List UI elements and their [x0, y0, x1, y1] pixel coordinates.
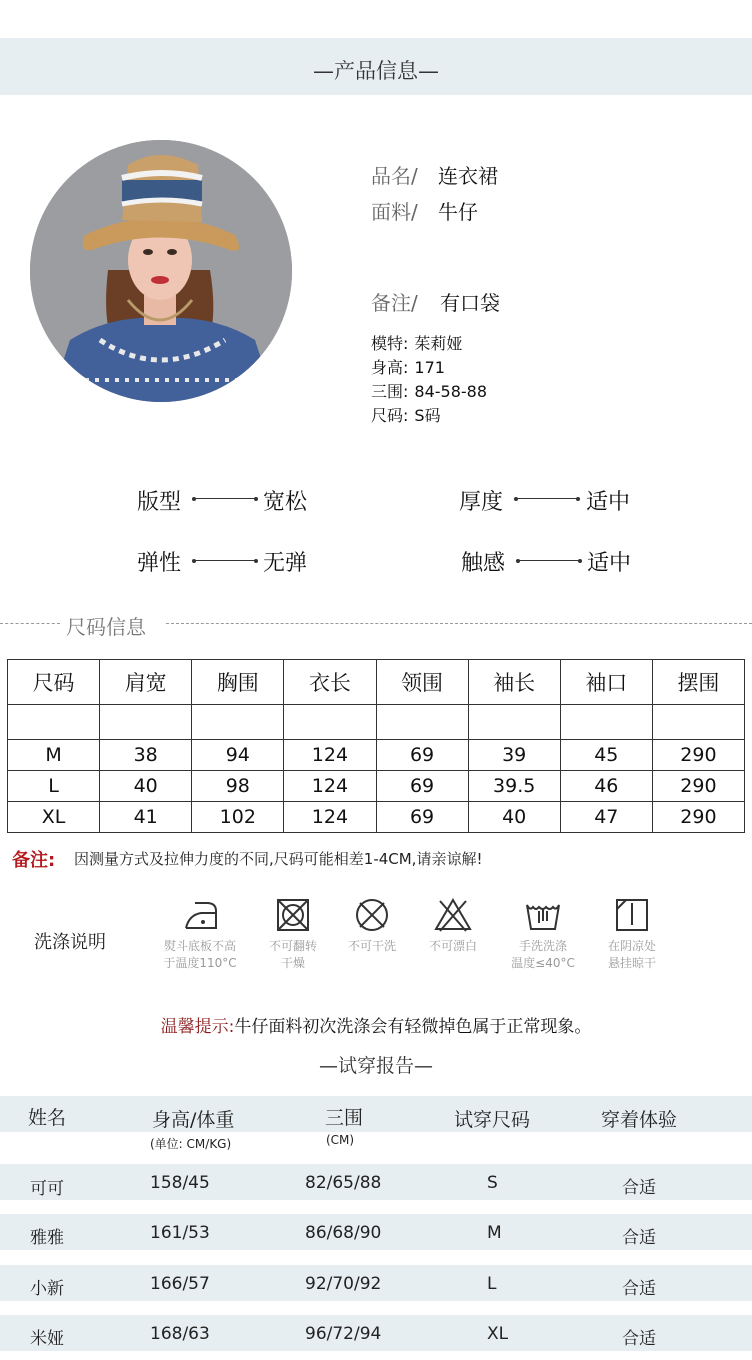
thickness-label: 厚度	[459, 490, 504, 515]
name-value: 连衣裙	[438, 164, 498, 188]
trial-header-name: 姓名	[28, 1107, 67, 1129]
note-value: 有口袋	[440, 291, 500, 315]
thickness-value: 适中	[586, 490, 631, 515]
size-cell: 94	[192, 740, 284, 771]
size-cell: 40	[468, 802, 560, 833]
trial-section-title: —试穿报告—	[318, 1055, 433, 1077]
fit-value: 宽松	[263, 490, 308, 515]
name-label: 品名/	[371, 164, 418, 188]
size-cell: 46	[560, 771, 652, 802]
size-header: 尺码	[8, 660, 100, 705]
size-header: 肩宽	[100, 660, 192, 705]
size-cell: 98	[192, 771, 284, 802]
trial-cell: 96/72/94	[305, 1324, 382, 1344]
connector-line	[194, 498, 256, 499]
size-cell: M	[8, 740, 100, 771]
table-row	[8, 771, 745, 802]
care-bleach-text: 不可漂白	[428, 939, 477, 953]
product-section-title: —产品信息—	[313, 59, 439, 83]
connector-dot	[254, 559, 258, 563]
care-handwash-text: 手洗洗涤 温度≤40°C	[511, 939, 575, 970]
size-table	[7, 659, 745, 833]
no-bleach-icon	[434, 897, 472, 933]
size-cell: 290	[652, 740, 744, 771]
fit-label: 版型	[137, 490, 182, 515]
table-row	[8, 705, 745, 740]
size-header: 袖长	[468, 660, 560, 705]
size-cell: 69	[376, 771, 468, 802]
connector-line	[516, 498, 578, 499]
trial-cell: 小新	[30, 1279, 64, 1299]
size-note-text: 因测量方式及拉伸力度的不同,尺码可能相差1-4CM,请亲谅解!	[74, 850, 483, 868]
connector-line	[194, 560, 256, 561]
elasticity-value: 无弹	[263, 551, 308, 576]
trial-header-height-weight: 身高/体重	[152, 1109, 235, 1131]
care-title: 洗涤说明	[34, 932, 106, 953]
trial-cell: 86/68/90	[305, 1223, 382, 1243]
size-cell: XL	[8, 802, 100, 833]
trial-header-size: 试穿尺码	[454, 1109, 531, 1131]
size-cell: 41	[100, 802, 192, 833]
no-dry-clean-icon	[354, 897, 390, 933]
trial-cell: 166/57	[150, 1274, 210, 1294]
model-portrait	[30, 140, 292, 402]
size-cell: 69	[376, 740, 468, 771]
size-cell: 290	[652, 802, 744, 833]
fabric-value: 牛仔	[438, 200, 478, 224]
trial-cell: 雅雅	[30, 1228, 64, 1248]
hand-wash-icon	[524, 897, 562, 933]
trial-header-fit: 穿着体验	[601, 1109, 678, 1131]
size-header: 衣长	[284, 660, 376, 705]
model-measure-row: 三围: 84-58-88	[371, 382, 488, 401]
size-section-title: 尺码信息	[66, 615, 146, 639]
connector-line	[518, 560, 580, 561]
trial-cell: 米娅	[30, 1329, 64, 1349]
care-shadedry-text: 在阴凉处 悬挂晾干	[607, 939, 656, 970]
connector-dot	[578, 559, 582, 563]
size-section-divider-left	[0, 623, 60, 624]
connector-dot	[254, 497, 258, 501]
trial-header-measurements: 三围	[325, 1107, 364, 1129]
touch-label: 触感	[461, 551, 506, 576]
trial-unit-measurements: (CM)	[326, 1133, 355, 1147]
trial-cell: 161/53	[150, 1223, 210, 1243]
trial-cell: 82/65/88	[305, 1173, 382, 1193]
connector-dot	[576, 497, 580, 501]
size-cell: 124	[284, 771, 376, 802]
trial-cell: S	[487, 1173, 498, 1193]
size-cell: 45	[560, 740, 652, 771]
size-cell: L	[8, 771, 100, 802]
model-size-row: 尺码: S码	[371, 406, 441, 425]
shade-dry-icon	[614, 897, 650, 933]
trial-cell: 158/45	[150, 1173, 210, 1193]
model-height-row: 身高: 171	[371, 358, 445, 377]
size-header: 领围	[376, 660, 468, 705]
size-section-divider-right	[166, 623, 752, 624]
fabric-label: 面料/	[371, 200, 418, 224]
trial-cell: 合适	[622, 1178, 656, 1198]
trial-cell: 92/70/92	[305, 1274, 382, 1294]
trial-cell: 合适	[622, 1228, 656, 1248]
size-cell: 124	[284, 740, 376, 771]
care-tumble-text: 不可翻转 干燥	[268, 939, 317, 970]
trial-cell: XL	[487, 1324, 509, 1344]
size-cell: 47	[560, 802, 652, 833]
size-cell: 39	[468, 740, 560, 771]
touch-value: 适中	[587, 551, 632, 576]
size-note-label: 备注:	[12, 850, 56, 871]
elasticity-label: 弹性	[137, 551, 182, 576]
trial-cell: M	[487, 1223, 502, 1243]
model-name-row: 模特: 茱莉娅	[371, 334, 463, 353]
size-cell: 102	[192, 802, 284, 833]
size-cell: 40	[100, 771, 192, 802]
care-dryclean-text: 不可干洗	[347, 939, 396, 953]
warm-tip-label: 温馨提示:	[160, 1017, 235, 1037]
size-header: 胸围	[192, 660, 284, 705]
size-cell: 124	[284, 802, 376, 833]
note-label: 备注/	[371, 291, 418, 315]
care-iron-text: 熨斗底板不高 于温度110°C	[163, 939, 237, 970]
size-header: 袖口	[560, 660, 652, 705]
size-header: 摆围	[652, 660, 744, 705]
trial-cell: 可可	[30, 1179, 64, 1199]
table-row	[8, 740, 745, 771]
trial-cell: 168/63	[150, 1324, 210, 1344]
trial-cell: 合适	[622, 1279, 656, 1299]
size-cell: 290	[652, 771, 744, 802]
size-cell: 38	[100, 740, 192, 771]
trial-cell: L	[487, 1274, 497, 1294]
no-tumble-dry-icon	[275, 897, 311, 933]
iron-icon	[183, 897, 219, 933]
trial-unit-height-weight: (单位: CM/KG)	[150, 1137, 232, 1151]
size-cell: 39.5	[468, 771, 560, 802]
trial-cell: 合适	[622, 1329, 656, 1349]
warm-tip	[0, 1012, 752, 1037]
table-row	[8, 802, 745, 833]
size-cell: 69	[376, 802, 468, 833]
warm-tip-text: 牛仔面料初次洗涤会有轻微掉色属于正常现象。	[234, 1017, 592, 1037]
